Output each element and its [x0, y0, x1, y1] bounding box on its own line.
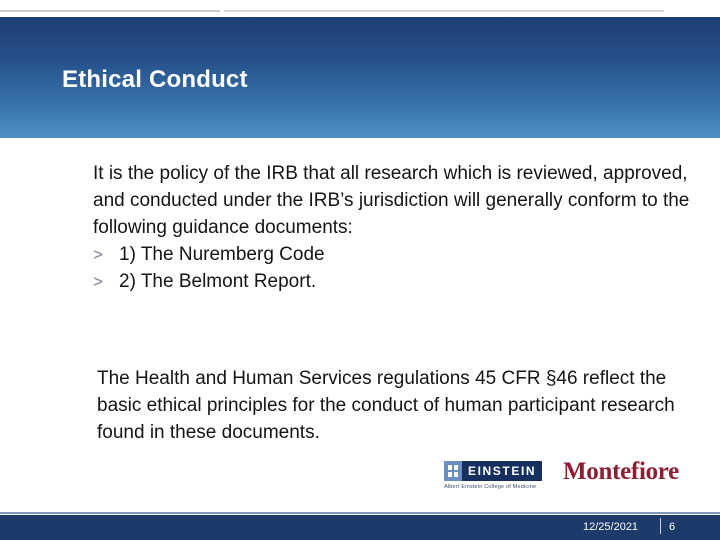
hhs-paragraph: The Health and Human Services regulations 45 CFR §46 reflect the basic ethical principles for the conduct of human participant research found in these documents. [97, 368, 675, 443]
footer-rule [0, 512, 720, 514]
bullet-item [93, 241, 693, 268]
footer-date: 12/25/2021 [583, 521, 639, 533]
top-rule-left [0, 10, 220, 12]
einstein-subtitle: Albert Einstein College of Medicine [444, 484, 537, 490]
bullet-marker-icon: > [93, 272, 103, 291]
montefiore-logo: Montefiore [563, 458, 679, 485]
bullet-item [93, 268, 693, 295]
bullet-text: 2) The Belmont Report. [119, 271, 317, 292]
bullet-text: 1) The Nuremberg Code [119, 244, 325, 265]
footer-divider [660, 518, 661, 534]
intro-paragraph: It is the policy of the IRB that all research which is reviewed, approved, and conducted under the IRB’s jurisdiction will generally conform to the following guidance documents: [93, 163, 690, 238]
einstein-emblem-icon [444, 461, 462, 481]
einstein-wordmark: EINSTEIN [468, 464, 537, 478]
page-number: 6 [669, 521, 676, 533]
einstein-logo [444, 461, 542, 493]
bullet-marker-icon: > [93, 245, 103, 264]
top-rule-right [224, 10, 664, 12]
slide-title: Ethical Conduct [62, 66, 248, 93]
body-text [93, 160, 693, 295]
